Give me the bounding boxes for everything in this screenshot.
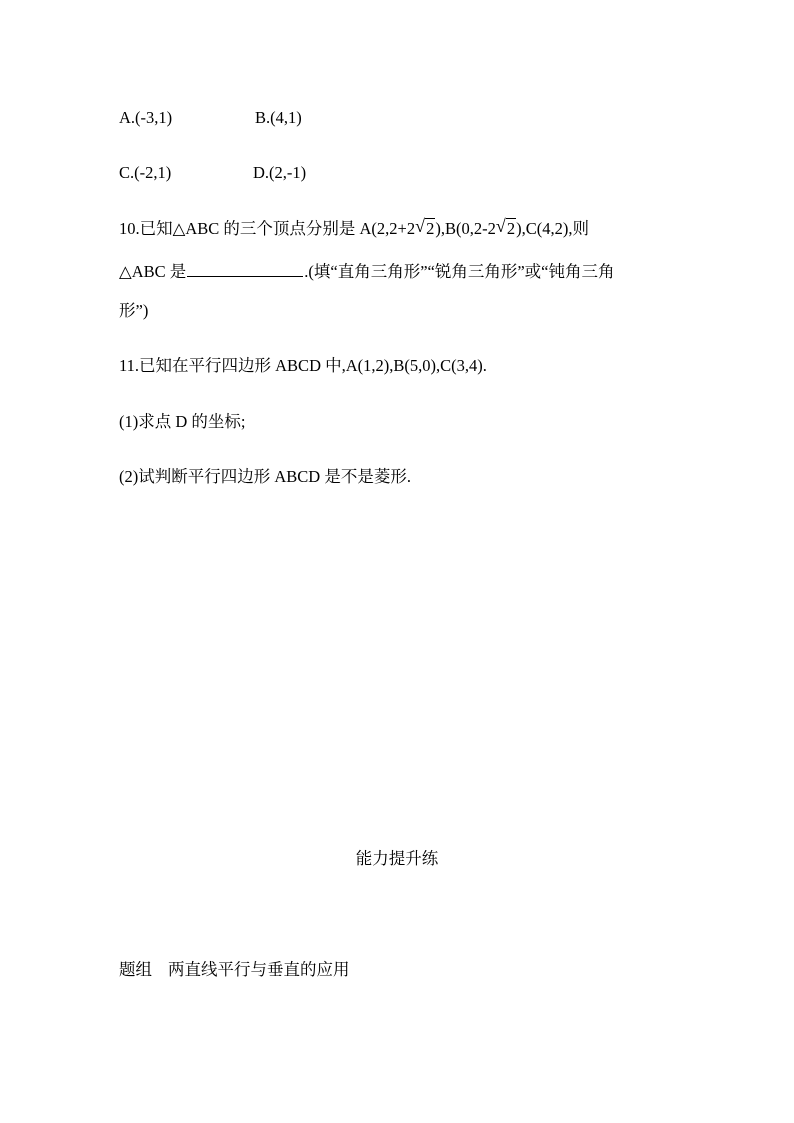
question-11-stem xyxy=(119,356,487,376)
question-10-line-1 xyxy=(119,216,589,239)
q10-line3: 形”) xyxy=(119,301,149,320)
answer-blank[interactable] xyxy=(187,260,303,277)
q11-stem-text: 11.已知在平行四边形 ABCD 中,A(1,2),B(5,0),C(3,4). xyxy=(119,356,487,375)
group-label: 题组 xyxy=(119,960,152,979)
q10-suffix: ),C(4,2),则 xyxy=(516,219,589,238)
group-title: 两直线平行与垂直的应用 xyxy=(168,960,350,979)
option-b: B.(4,1) xyxy=(255,108,302,127)
question-10-line-3 xyxy=(119,301,148,321)
question-11-part-1 xyxy=(119,412,246,432)
q10-mid: ),B(0,2-2 xyxy=(435,219,496,238)
sqrt-2-b: √ 2 xyxy=(495,216,516,238)
q10-line2-prefix: △ABC 是 xyxy=(119,262,187,281)
option-a: A.(-3,1) xyxy=(119,108,173,127)
group-heading xyxy=(119,960,350,980)
section-heading-text: 能力提升练 xyxy=(355,849,439,868)
section-heading xyxy=(0,849,794,869)
question-11-part-2 xyxy=(119,467,411,487)
q11-part2-text: (2)试判断平行四边形 ABCD 是不是菱形. xyxy=(119,467,411,486)
q11-part1-text: (1)求点 D 的坐标; xyxy=(119,412,246,431)
q10-prefix: 10.已知△ABC 的三个顶点分别是 A(2,2+2 xyxy=(119,219,416,238)
option-c: C.(-2,1) xyxy=(119,163,172,182)
option-d: D.(2,-1) xyxy=(253,163,307,182)
sqrt-2-a: √ 2 xyxy=(415,216,435,238)
q10-line2-suffix: .(填“直角三角形”“锐角三角形”或“钝角三角 xyxy=(304,262,615,281)
question-10-line-2 xyxy=(119,260,615,282)
